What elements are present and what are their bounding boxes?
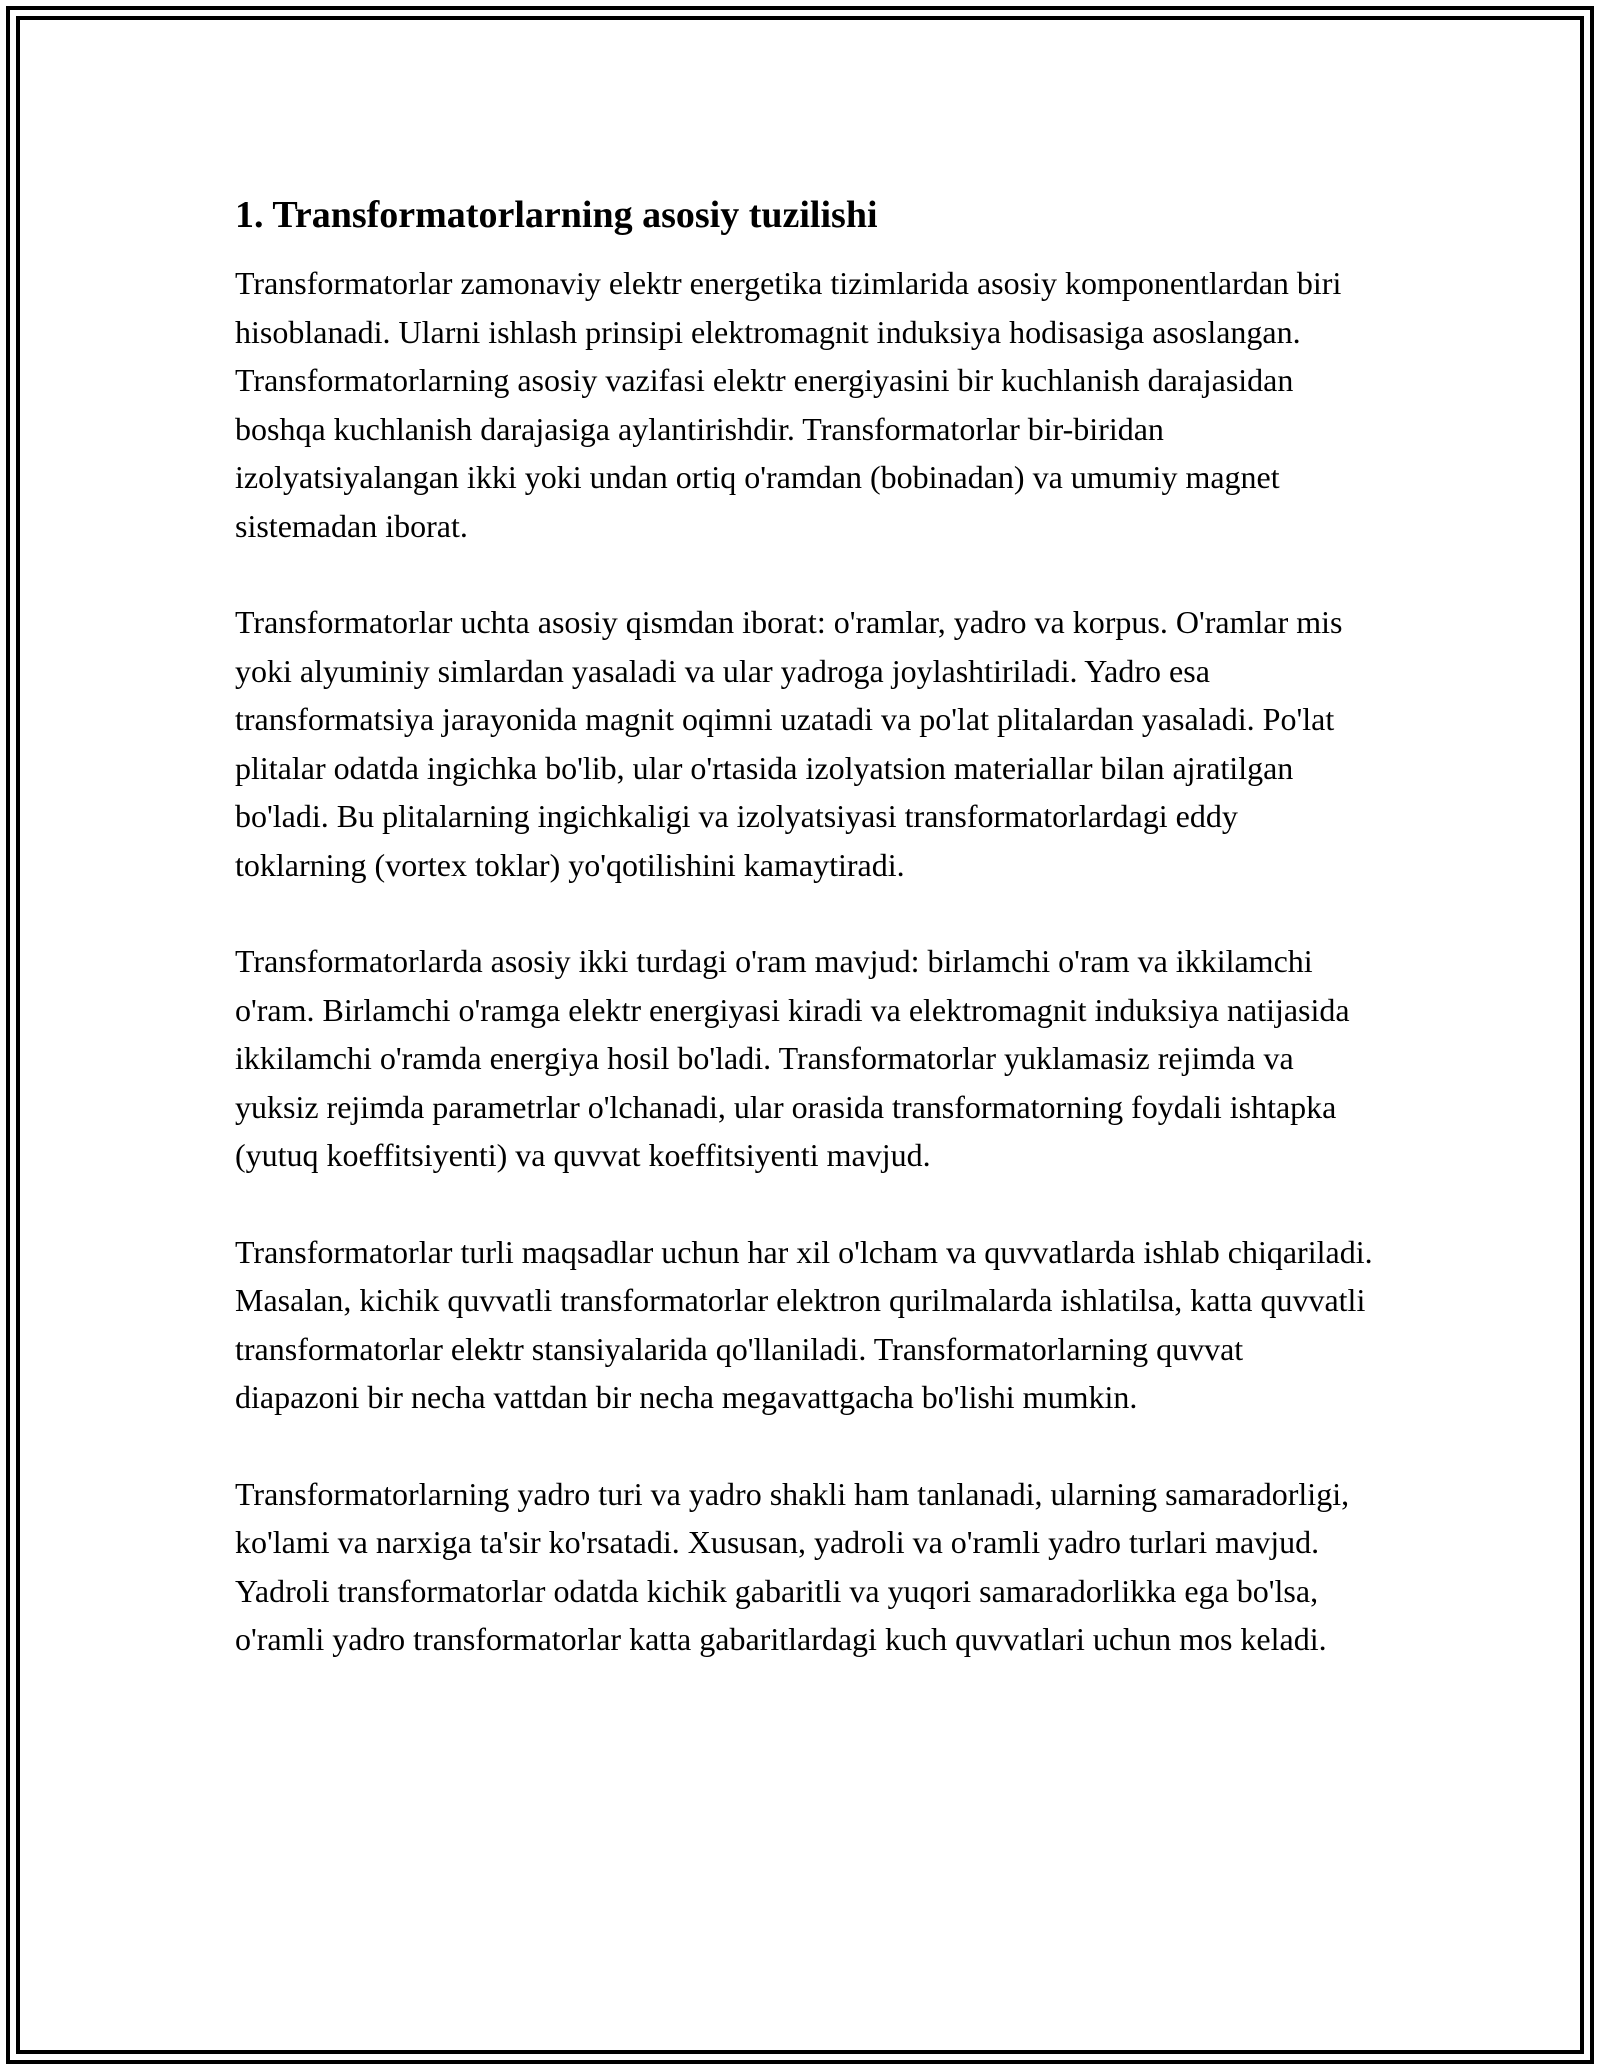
paragraph-5: Transformatorlarning yadro turi va yadro shakli ham tanlanadi, ularning samaradorligi, ko'lami va narxiga ta'sir ko'rsatadi. Xususan, yadroli va o'ramli yadro turlari mavjud. Yadroli transformatorlar odatda kichik gabaritli va yuqori samaradorlikka ega bo'lsa, o'ramli yadro transformatorlar katta gabaritlardagi kuch quvvatlari uchun mos keladi. xyxy=(235,1475,1350,1657)
paragraph-2: Transformatorlar uchta asosiy qismdan iborat: o'ramlar, yadro va korpus. O'ramlar mis yoki alyuminiy simlardan yasaladi va ular yadroga joylashtiriladi. Yadro esa transformatsiya jarayonida magnit oqimni uzatadi va po'lat plitalardan yasaladi. Po'lat plitalar odatda ingichka bo'lib, ular o'rtasida izolyatsion materiallar bilan ajratilgan bo'ladi. Bu plitalarning ingichkaligi va izolyatsiyasi transformatorlardagi eddy toklarning (vortex toklar) yo'qotilishini kamaytiradi. xyxy=(235,604,1343,883)
section-heading: 1. Transformatorlarning asosiy tuzilishi xyxy=(235,194,878,236)
paragraph-1: Transformatorlar zamonaviy elektr energetika tizimlarida asosiy komponentlardan biri hisoblanadi. Ularni ishlash prinsipi elektromagnit induksiya hodisasiga asoslangan. Transformatorlarning asosiy vazifasi elektr energiyasini bir kuchlanish darajasidan boshqa kuchlanish darajasiga aylantirishdir. Transformatorlar bir-biridan izolyatsiyalangan ikki yoki undan ortiq o'ramdan (bobinadan) va umumiy magnet sistemadan iborat. xyxy=(235,265,1342,544)
paragraph-3: Transformatorlarda asosiy ikki turdagi o'ram mavjud: birlamchi o'ram va ikkilamchi o'ram. Birlamchi o'ramga elektr energiyasi kiradi va elektromagnit induksiya natijasida ikkilamchi o'ramda energiya hosil bo'ladi. Transformatorlar yuklamasiz rejimda va yuksiz rejimda parametrlar o'lchanadi, ular orasida transformatorning foydali ishtapka (yutuq koeffitsiyenti) va quvvat koeffitsiyenti mavjud. xyxy=(235,943,1350,1173)
paragraph-4: Transformatorlar turli maqsadlar uchun har xil o'lcham va quvvatlarda ishlab chiqariladi. Masalan, kichik quvvatli transformatorlar elektron qurilmalarda ishlatilsa, katta quvvatli transformatorlar elektr stansiyalarida qo'llaniladi. Transformatorlarning quvvat diapazoni bir necha vattdan bir necha megavattgacha bo'lishi mumkin. xyxy=(235,1233,1373,1415)
document-body xyxy=(235,185,1375,1712)
